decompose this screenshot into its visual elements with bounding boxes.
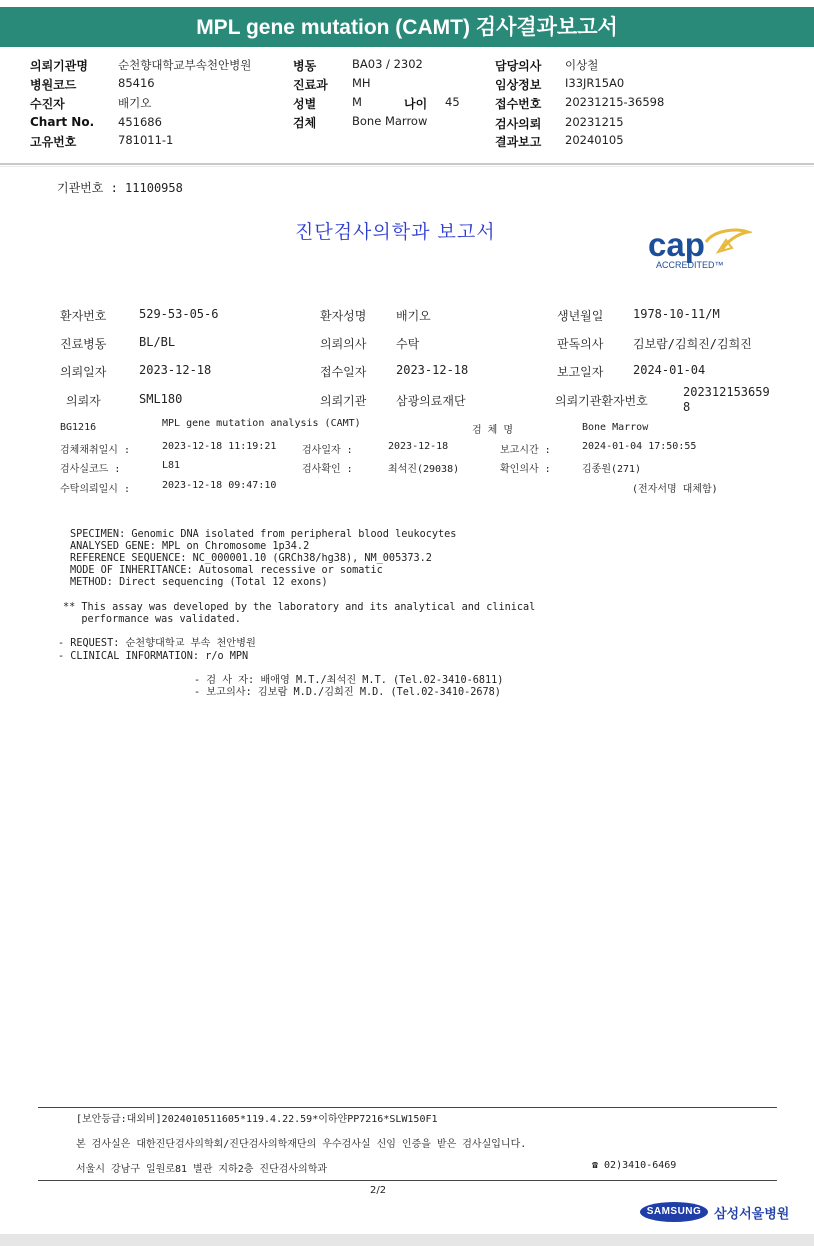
header-value-result-report: 20240105 <box>565 133 624 147</box>
gene-line: ANALYSED GENE: MPL on Chromosome 1p34.2 <box>70 541 310 552</box>
cap-accredited-text: ACCREDITED™ <box>656 260 724 270</box>
inst-patient-no-line2: 8 <box>683 400 691 414</box>
specimen-label: 검 체 명 <box>472 425 514 436</box>
requester: SML180 <box>139 392 183 406</box>
recv-date: 2023-12-18 <box>396 363 469 377</box>
test-date-label: 검사일자 : <box>302 445 353 456</box>
header-value-sex: M <box>352 95 362 109</box>
inheritance-line: MODE OF INHERITANCE: Autosomal recessive or somatic <box>70 565 383 576</box>
header-label-sex: 성별 <box>293 97 317 111</box>
req-inst-label: 의뢰기관 <box>320 394 367 408</box>
esign-note: (전자서명 대체함) <box>632 484 718 495</box>
consign-value: 2023-12-18 09:47:10 <box>162 480 277 491</box>
specimen-line: SPECIMEN: Genomic DNA isolated from peripheral blood leukocytes <box>70 529 457 540</box>
inst-patient-no-line1: 202312153659 <box>683 385 770 399</box>
req-inst: 삼광의료재단 <box>396 394 466 408</box>
header-value-unique-no: 781011-1 <box>118 133 174 147</box>
header-label-department: 진료과 <box>293 78 328 92</box>
report-heading: 진단검사의학과 보고서 <box>295 221 496 243</box>
collect-value: 2023-12-18 11:19:21 <box>162 441 277 452</box>
header-label-ward: 병동 <box>293 59 317 73</box>
phone-line: ☎ 02)3410-6469 <box>592 1160 677 1171</box>
req-doctor-label: 의뢰의사 <box>320 337 367 351</box>
report-time-label: 보고시간 : <box>500 445 551 456</box>
report-date-label: 보고일자 <box>557 365 604 379</box>
header-value-department: MH <box>352 76 371 90</box>
ward-value: BL/BL <box>139 335 176 349</box>
test-name: MPL gene mutation analysis (CAMT) <box>162 418 361 429</box>
header-value-receipt-no: 20231215-36598 <box>565 95 665 109</box>
patient-id: 529-53-05-6 <box>139 307 219 321</box>
header-label-receipt-no: 접수번호 <box>495 97 542 111</box>
header-label-patient: 수진자 <box>30 97 65 111</box>
header-label-specimen: 검체 <box>293 116 317 130</box>
reader-label: 판독의사 <box>557 337 604 351</box>
header-label-hospital-code: 병원코드 <box>30 78 77 92</box>
consign-label: 수탁의뢰일시 : <box>60 484 131 495</box>
report-title-bar: MPL gene mutation (CAMT) 검사결과보고서 <box>0 7 814 47</box>
page-number: 2/2 <box>370 1185 387 1196</box>
reference-line: REFERENCE SEQUENCE: NC_000001.10 (GRCh38/hg38), NM_005373.2 <box>70 553 432 564</box>
header-label-chart-no: Chart No. <box>30 115 95 129</box>
header-label-result-report: 결과보고 <box>495 135 542 149</box>
header-value-institution: 순천향대학교부속천안병원 <box>118 58 252 72</box>
header-value-age: 45 <box>445 95 460 109</box>
request-line: - REQUEST: 순천향대학교 부속 천안병원 <box>58 638 256 649</box>
confirm-label: 검사확인 : <box>302 464 353 475</box>
header-label-test-request: 검사의뢰 <box>495 117 542 131</box>
page-bottom-bar <box>0 1234 814 1246</box>
address-line: 서울시 강남구 일원로81 별관 지하2층 진단검사의학과 <box>76 1164 328 1175</box>
lab-code-label: 검사실코드 : <box>60 464 121 475</box>
patient-dob: 1978-10-11/M <box>633 307 720 321</box>
header-value-chart-no: 451686 <box>118 115 162 129</box>
header-label-institution: 의뢰기관명 <box>30 59 88 73</box>
ward-label: 진료병동 <box>60 337 107 351</box>
clinical-info-line: - CLINICAL INFORMATION: r/o MPN <box>58 651 249 662</box>
security-line: [보안등급:대외비]2024010511605*119.4.22.59*이하얀PP7216*SLW150F1 <box>76 1114 438 1125</box>
patient-name: 배기오 <box>396 309 431 323</box>
header-value-clinical-info: I33JR15A0 <box>565 76 625 90</box>
header-divider-shadow <box>0 166 814 167</box>
accreditation-line: 본 검사실은 대한진단검사의학회/진단검사의학재단의 우수검사실 신임 인증을 받은 검사실입니다. <box>76 1139 527 1150</box>
hospital-name: 삼성서울병원 <box>714 1207 790 1222</box>
header-label-doctor: 담당의사 <box>495 59 542 73</box>
report-time: 2024-01-04 17:50:55 <box>582 441 697 452</box>
confirm-value: 최석진(29038) <box>388 464 460 475</box>
header-value-patient: 배기오 <box>118 96 152 110</box>
test-date: 2023-12-18 <box>388 441 449 452</box>
header-value-doctor: 이상철 <box>565 58 599 72</box>
patient-dob-label: 생년월일 <box>557 309 604 323</box>
header-value-specimen: Bone Marrow <box>352 114 428 128</box>
inst-patient-no-label: 의뢰기관환자번호 <box>555 394 648 408</box>
footer-top-rule <box>38 1107 777 1108</box>
note-line-2: performance was validated. <box>63 614 241 625</box>
note-line-1: ** This assay was developed by the laboratory and its analytical and clinical <box>63 602 536 613</box>
req-date: 2023-12-18 <box>139 363 212 377</box>
confirm-doc: 김종원(271) <box>582 464 642 475</box>
header-value-hospital-code: 85416 <box>118 76 155 90</box>
report-date: 2024-01-04 <box>633 363 706 377</box>
specimen-value: Bone Marrow <box>582 422 649 433</box>
reader-value: 김보람/김희진/김희진 <box>633 337 752 351</box>
institution-number: 기관번호 : 11100958 <box>57 181 183 195</box>
patient-id-label: 환자번호 <box>60 309 107 323</box>
footer-bottom-rule <box>38 1180 777 1181</box>
cap-text: cap <box>648 226 705 263</box>
header-value-ward: BA03 / 2302 <box>352 57 423 71</box>
patient-name-label: 환자성명 <box>320 309 367 323</box>
header-label-unique-no: 고유번호 <box>30 135 77 149</box>
collect-label: 검체채취일시 : <box>60 445 131 456</box>
header-divider <box>0 163 814 165</box>
recv-date-label: 접수일자 <box>320 365 367 379</box>
confirm-doc-label: 확인의사 : <box>500 464 551 475</box>
reporter-line: - 보고의사: 김보람 M.D./김희진 M.D. (Tel.02-3410-2678) <box>194 687 501 698</box>
req-doctor: 수탁 <box>396 337 420 351</box>
cap-accredited-logo <box>648 226 752 272</box>
header-label-clinical-info: 임상정보 <box>495 78 542 92</box>
test-code: BG1216 <box>60 422 97 433</box>
lab-code: L81 <box>162 460 181 471</box>
header-label-age: 나이 <box>404 97 428 111</box>
samsung-logo: SAMSUNG <box>640 1202 708 1222</box>
header-value-test-request: 20231215 <box>565 115 624 129</box>
req-date-label: 의뢰일자 <box>60 365 107 379</box>
requester-label: 의뢰자 <box>66 394 101 408</box>
method-line: METHOD: Direct sequencing (Total 12 exons) <box>70 577 328 588</box>
tester-line: - 검 사 자: 배애영 M.T./최석진 M.T. (Tel.02-3410-6811) <box>194 675 504 686</box>
